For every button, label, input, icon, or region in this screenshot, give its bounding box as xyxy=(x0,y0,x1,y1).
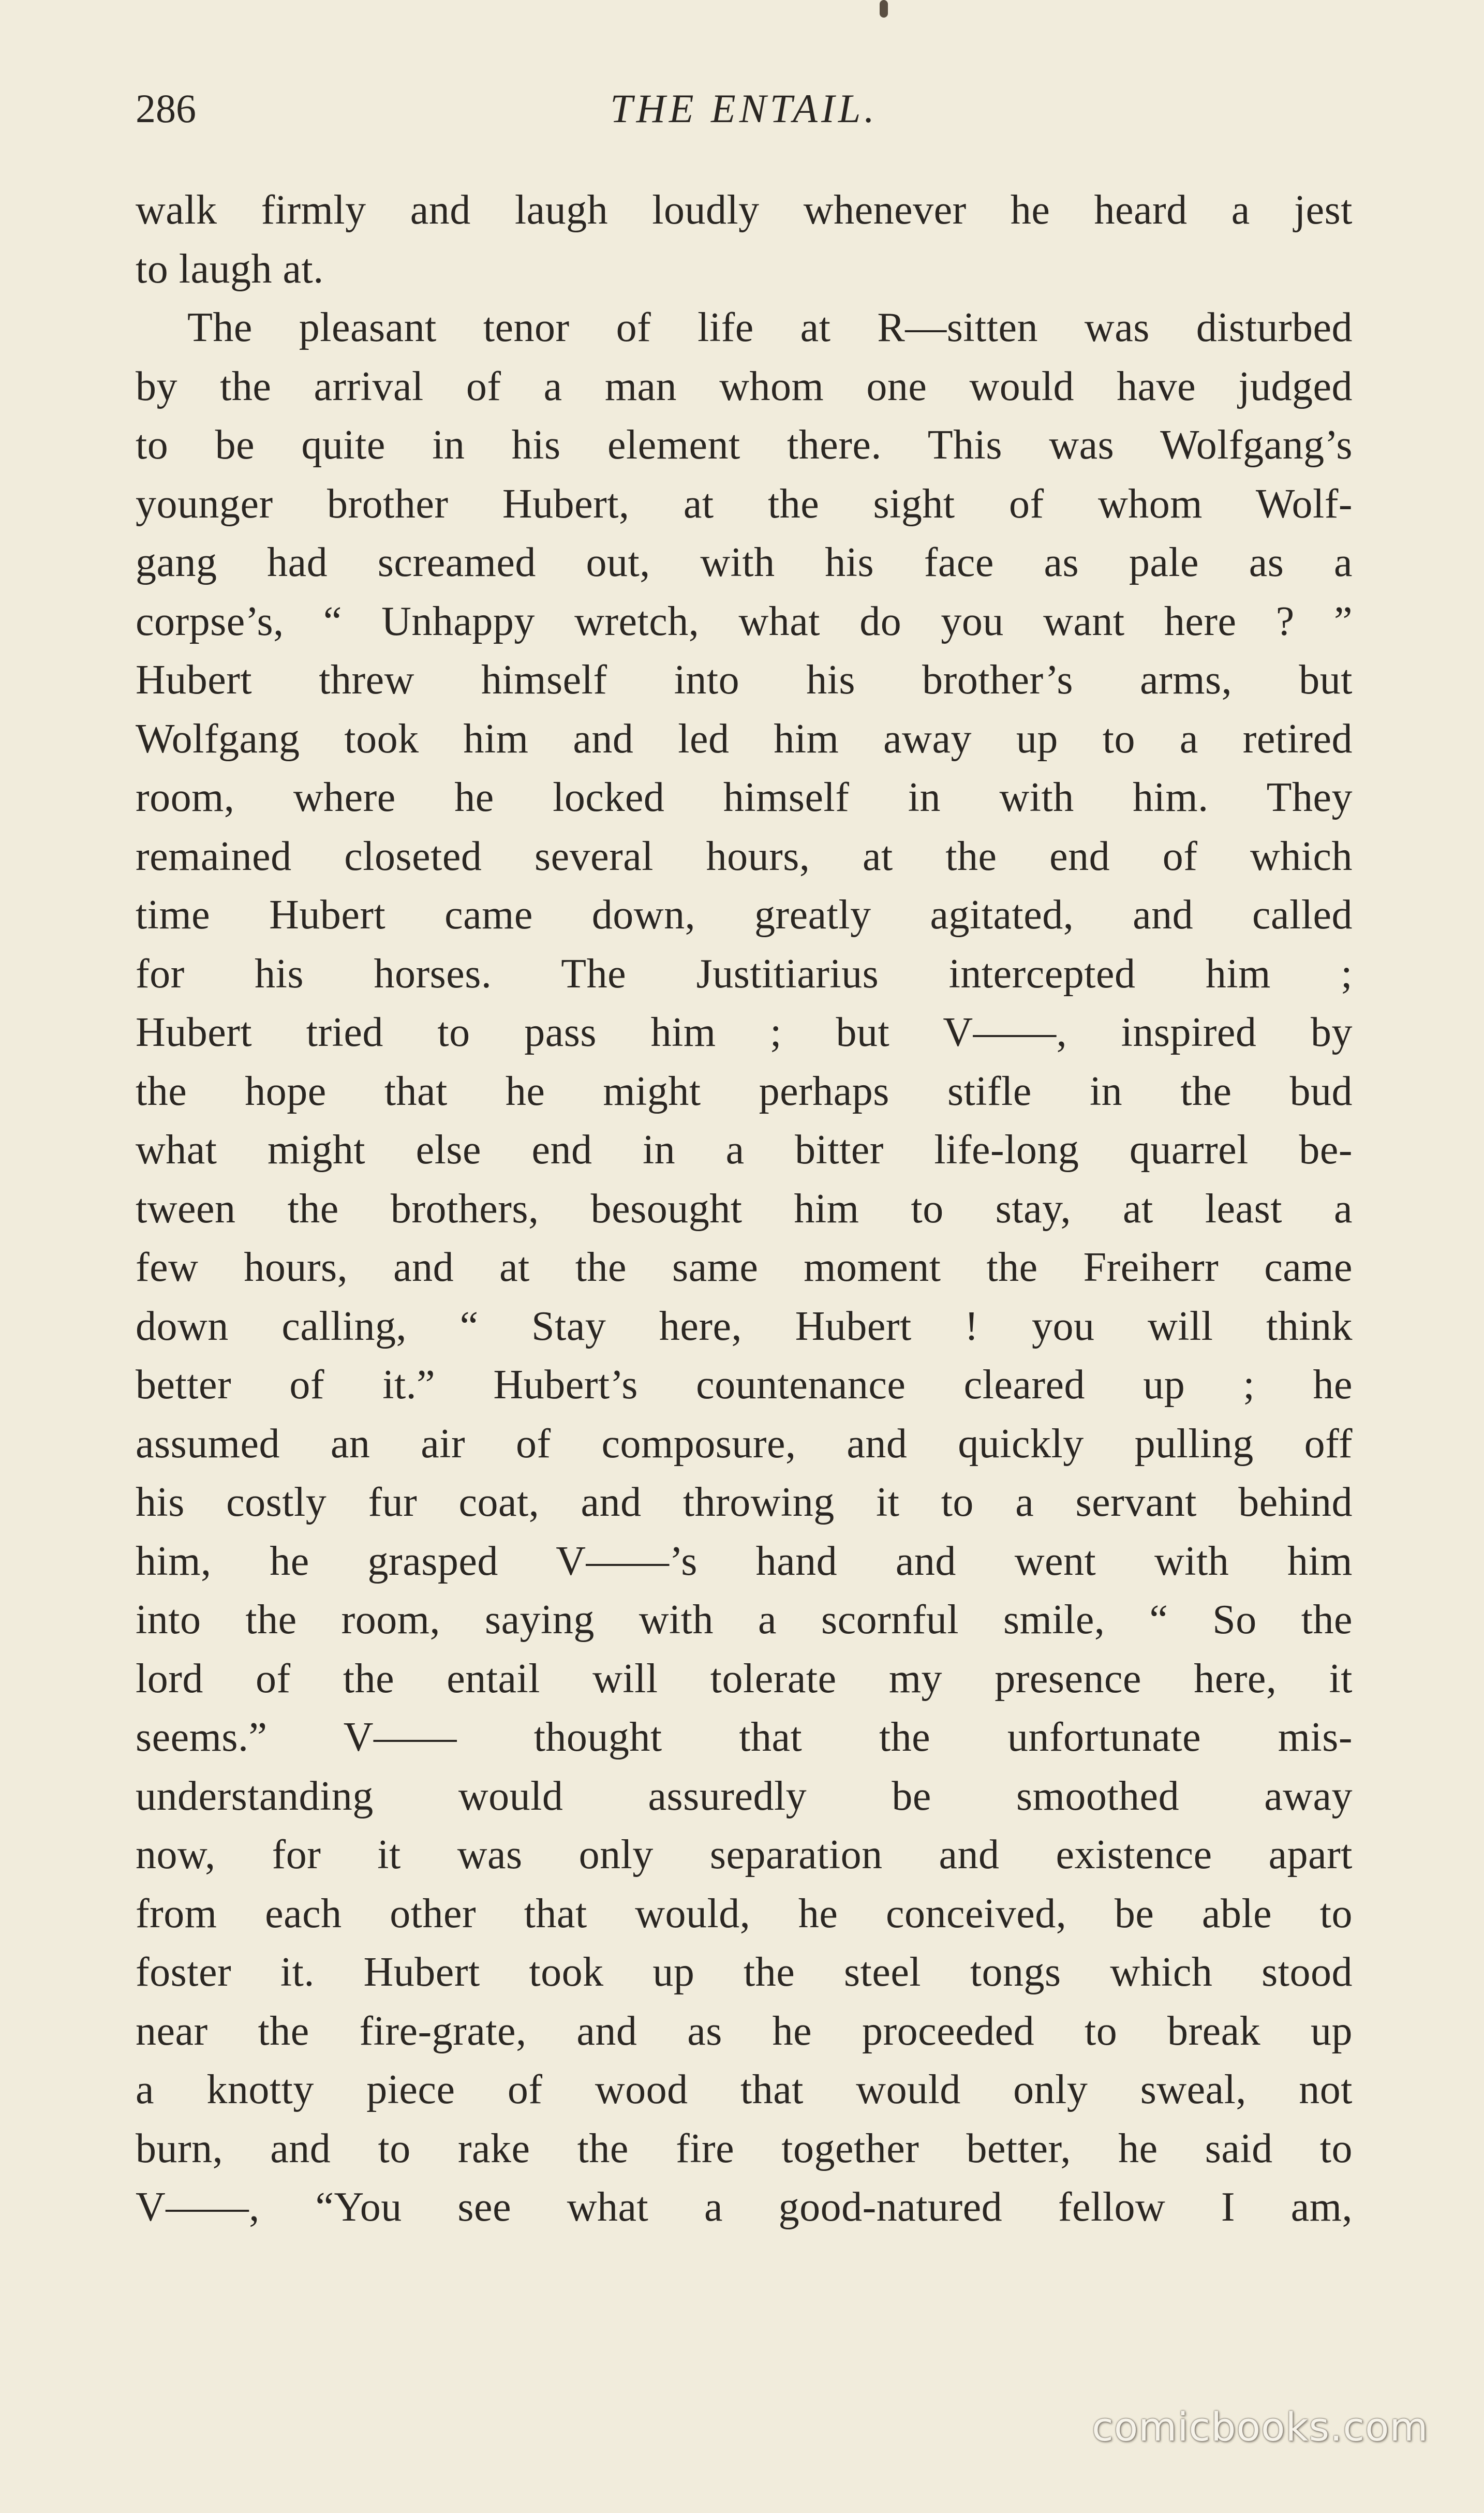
text-line: corpse’s, “ Unhappy wretch, what do you want here ? ” xyxy=(136,598,1353,644)
text-line: few hours, and at the same moment the Freiherr came xyxy=(136,1245,1353,1290)
paragraph-first-line: The pleasant tenor of life at R—sitten was disturbed xyxy=(187,305,1353,350)
text-line: to laugh at. xyxy=(136,246,324,292)
text-line: from each other that would, he conceived, be able to xyxy=(136,1890,1353,1937)
text-line: his costly fur coat, and throwing it to a servant behind xyxy=(136,1480,1353,1525)
text-line: what might else end in a bitter life-long quarrel be- xyxy=(136,1127,1353,1173)
text-line: near the fire-grate, and as he proceeded to break up xyxy=(136,2008,1353,2054)
text-line: lord of the entail will tolerate my presence here, it xyxy=(136,1655,1353,1702)
watermark: comicbooks.com xyxy=(1092,2404,1429,2450)
text-line: foster it. Hubert took up the steel tongs which stood xyxy=(136,1949,1353,1995)
body-text xyxy=(136,181,1353,2237)
text-line: Hubert threw himself into his brother’s arms, but xyxy=(136,657,1353,703)
running-title: THE ENTAIL. xyxy=(610,86,878,131)
text-line: understanding would assuredly be smoothed away xyxy=(136,1773,1353,1819)
text-line: now, for it was only separation and existence apart xyxy=(136,1832,1353,1878)
page-header xyxy=(136,80,1353,137)
text-line: walk firmly and laugh loudly whenever he heard a jest xyxy=(136,187,1353,233)
text-line: Wolfgang took him and led him away up to a retired xyxy=(136,716,1353,762)
text-line: a knotty piece of wood that would only sweal, not xyxy=(136,2067,1353,2112)
text-line: remained closeted several hours, at the end of which xyxy=(136,833,1353,879)
text-line: to be quite in his element there. This was Wolfgang’s xyxy=(136,422,1353,468)
ink-speck xyxy=(880,0,888,18)
text-line: tween the brothers, besought him to stay, at least a xyxy=(136,1186,1353,1232)
text-line: seems.” V—— thought that the unfortunate mis- xyxy=(136,1714,1353,1760)
text-line: him, he grasped V——’s hand and went with him xyxy=(136,1538,1353,1584)
text-line: burn, and to rake the fire together better, he said to xyxy=(136,2125,1353,2171)
text-line: room, where he locked himself in with him. They xyxy=(136,775,1353,820)
text-line: the hope that he might perhaps stifle in the bud xyxy=(136,1068,1353,1114)
text-line: better of it.” Hubert’s countenance cleared up ; he xyxy=(136,1362,1353,1408)
text-line: time Hubert came down, greatly agitated, and called xyxy=(136,892,1353,938)
text-line: V——, “You see what a good-natured fellow I am, xyxy=(136,2184,1353,2230)
text-line: into the room, saying with a scornful smile, “ So the xyxy=(136,1597,1353,1643)
text-line: down calling, “ Stay here, Hubert ! you will think xyxy=(136,1303,1353,1349)
text-line: by the arrival of a man whom one would have judged xyxy=(136,363,1353,409)
text-line: younger brother Hubert, at the sight of whom Wolf- xyxy=(136,481,1353,527)
text-line: assumed an air of composure, and quickly pulling off xyxy=(136,1421,1353,1467)
page-number: 286 xyxy=(136,86,196,131)
text-line: Hubert tried to pass him ; but V——, inspired by xyxy=(136,1010,1353,1055)
text-line: gang had screamed out, with his face as pale as a xyxy=(136,540,1353,585)
text-line: for his horses. The Justitiarius intercepted him ; xyxy=(136,951,1353,997)
